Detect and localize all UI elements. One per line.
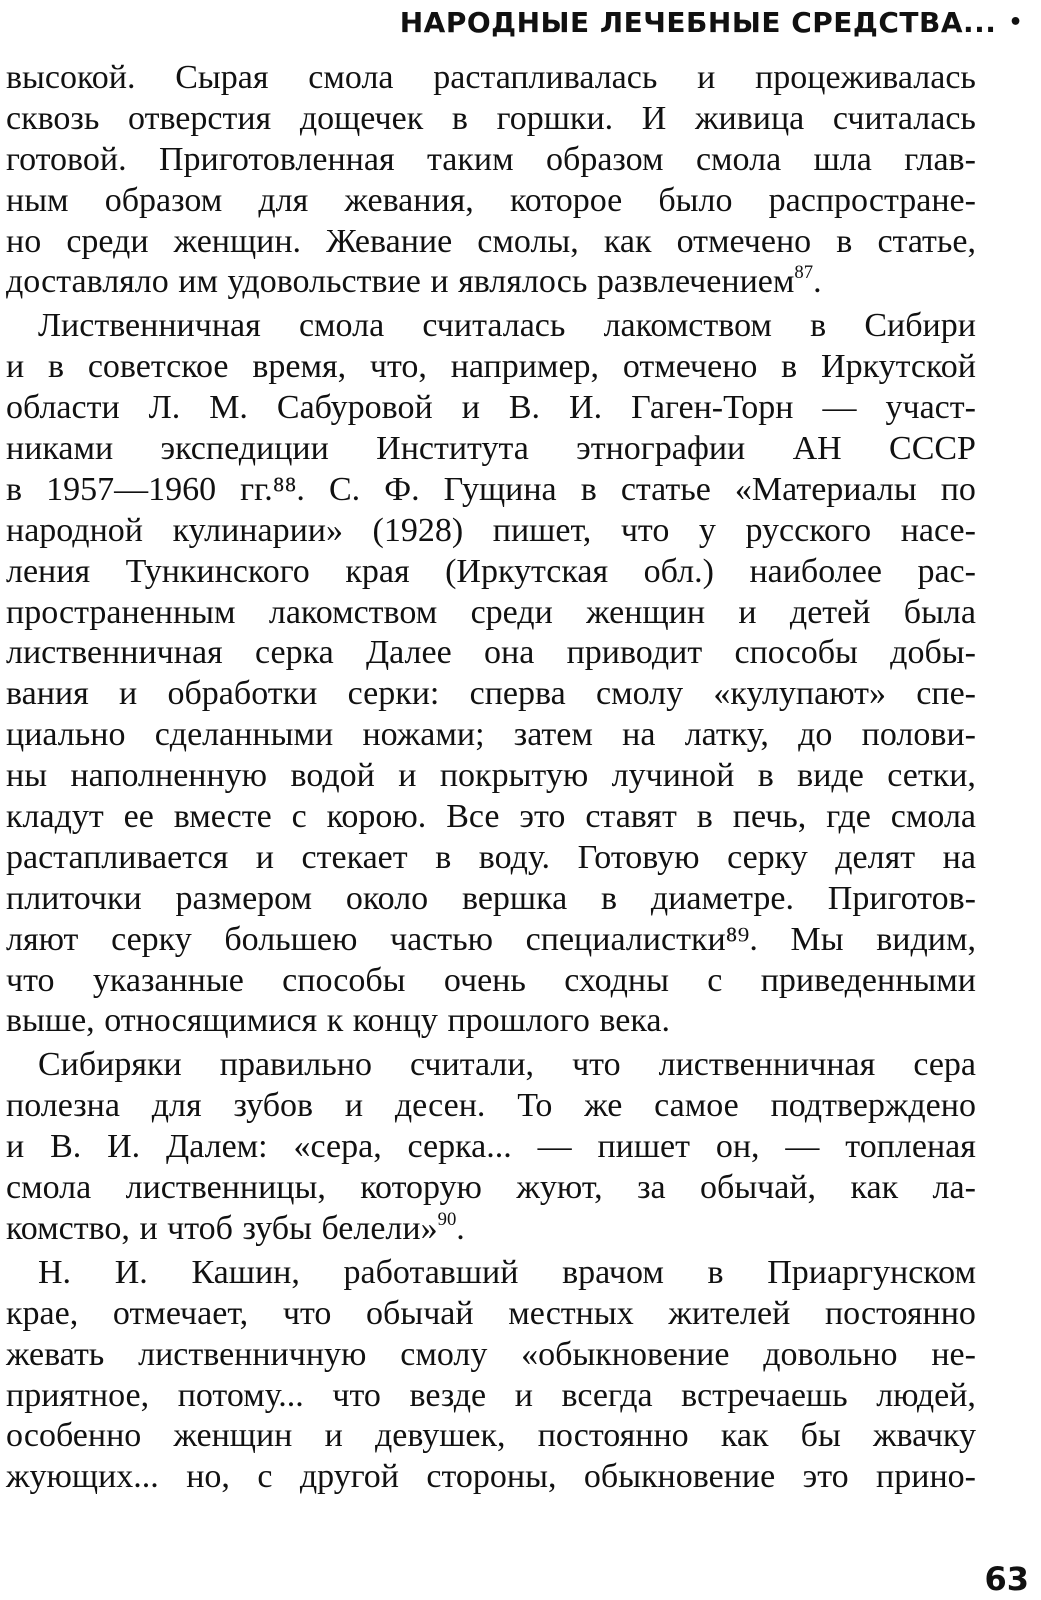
body-text — [6, 58, 976, 1498]
text-line: сквозь отверстия дощечек в горшки. И живица считалась — [6, 99, 976, 137]
text-line: но среди женщин. Жевание смолы, как отмечено в статье, — [6, 222, 976, 260]
running-head-title: НАРОДНЫЕ ЛЕЧЕБНЫЕ СРЕДСТВА... — [399, 5, 997, 39]
text-line: и в советское время, что, например, отмечено в Иркутской — [6, 348, 976, 386]
text-line: кладут ее вместе с корою. Все это ставят в печь, где смола — [6, 798, 976, 836]
text-line: в 1957—1960 гг.⁸⁸. С. Ф. Гущина в статье «Материалы по — [6, 470, 976, 508]
text-line: особенно женщин и девушек, постоянно как бы жвачку — [6, 1417, 976, 1455]
text-line: жующих... но, с другой стороны, обыкновение это прино- — [6, 1458, 976, 1496]
text-line: и В. И. Далем: «сера, серка... — пишет он, — топленая — [6, 1128, 976, 1166]
text-line: готовой. Приготовленная таким образом смола шла глав- — [6, 140, 976, 178]
footnote-reference: 90 — [437, 1208, 457, 1230]
running-head-bullet: • — [1008, 9, 1023, 35]
text-line: вания и обработки серки: сперва смолу «кулупают» спе- — [6, 675, 976, 713]
text-line: жевать лиственничную смолу «обыкновение довольно не- — [6, 1335, 976, 1373]
text-line: ляют серку большею частью специалистки⁸⁹. Мы видим, — [6, 920, 976, 958]
text-line: циально сделанными ножами; затем на латку, до полови- — [6, 716, 976, 754]
text-line: Лиственничная смола считалась лакомством в Сибири — [38, 307, 976, 345]
text-line: плиточки размером около вершка в диаметре. Приготов- — [6, 879, 976, 917]
text-line: доставляло им удовольствие и являлось развлечением$^{87}$. — [6, 262, 822, 301]
text-line: ления Тункинского края (Иркутская обл.) наиболее рас- — [6, 552, 976, 590]
text-line: полезна для зубов и десен. То же самое подтверждено — [6, 1087, 976, 1125]
paragraph — [6, 306, 976, 1042]
page-number: 63 — [984, 1560, 1029, 1598]
text-line: лиственничная серка Далее она приводит способы добы- — [6, 634, 976, 672]
paragraph — [6, 1253, 976, 1498]
text-line: приятное, потому... что везде и всегда встречаешь людей, — [6, 1376, 976, 1414]
text-line: крае, отмечает, что обычай местных жителей постоянно — [6, 1294, 976, 1332]
text-line: что указанные способы очень сходны с приведенными — [6, 961, 976, 999]
paragraph — [6, 58, 976, 303]
text-line: области Л. М. Сабуровой и В. И. Гаген-Торн — участ- — [6, 389, 976, 427]
text-line: смола лиственницы, которую жуют, за обычай, как ла- — [6, 1169, 976, 1207]
footnote-reference: 87 — [794, 262, 814, 284]
text-line: Сибиряки правильно считали, что лиственничная сера — [38, 1046, 976, 1084]
text-line: комство, и чтоб зубы белели»$^{90}$. — [6, 1208, 465, 1247]
text-line: высокой. Сырая смола растапливалась и процеживалась — [6, 59, 976, 96]
text-line: Н. И. Кашин, работавший врачом в Приаргунском — [38, 1253, 976, 1291]
text-line: ны наполненную водой и покрытую лучиной в виде сетки, — [6, 757, 976, 795]
running-head — [400, 2, 1023, 42]
paragraph — [6, 1045, 976, 1249]
text-line: растапливается и стекает в воду. Готовую серку делят на — [6, 838, 976, 876]
text-line: ным образом для жевания, которое было распростране- — [6, 181, 976, 219]
text-line: народной кулинарии» (1928) пишет, что у русского насе- — [6, 511, 976, 549]
text-line: пространенным лакомством среди женщин и детей была — [6, 593, 976, 631]
text-line: выше, относящимися к концу прошлого века. — [6, 1002, 670, 1040]
text-line: никами экспедиции Института этнографии АН СССР — [6, 430, 976, 468]
